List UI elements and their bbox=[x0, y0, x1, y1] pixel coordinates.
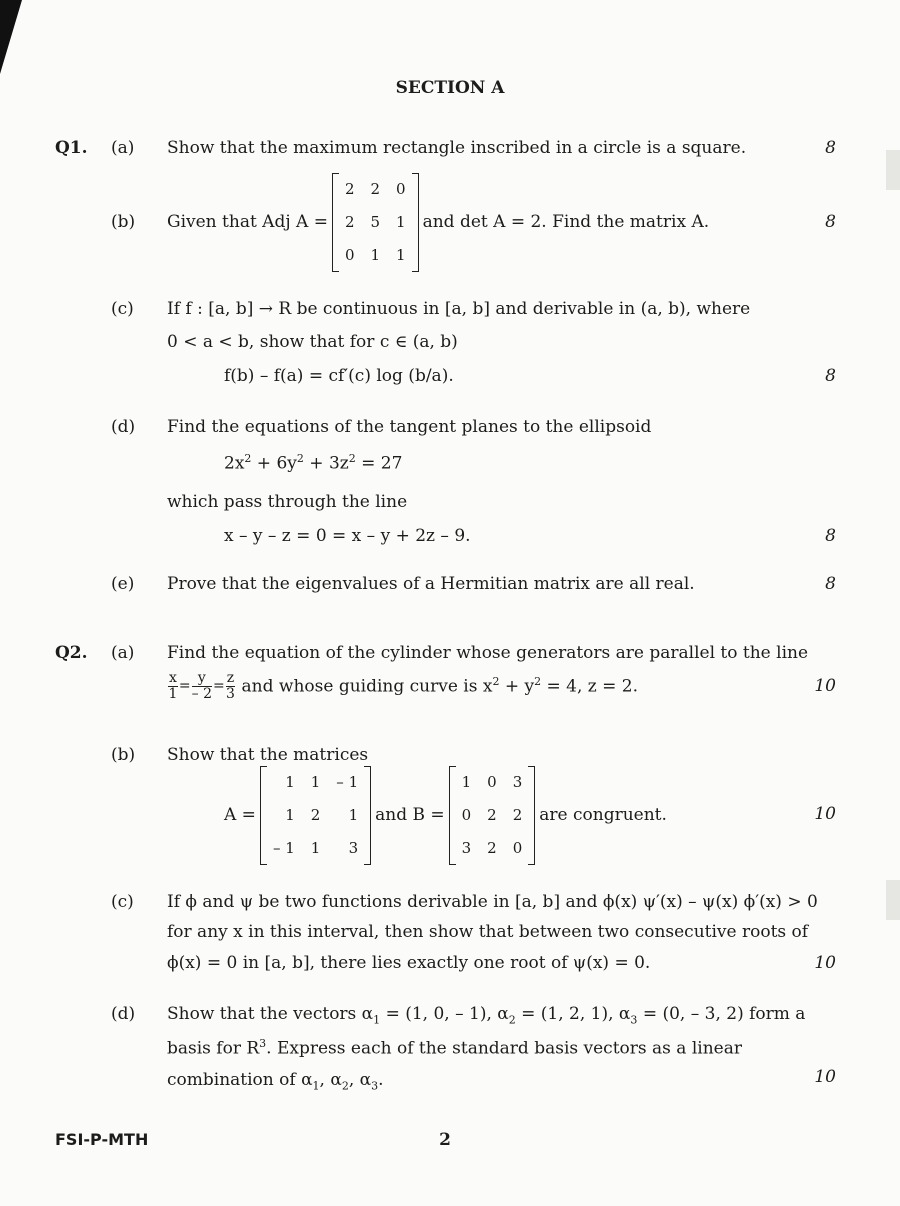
matrix-cell: – 1 bbox=[272, 839, 295, 857]
matrix-cell: 3 bbox=[512, 773, 523, 791]
formula-part: + 3z bbox=[303, 453, 349, 474]
formula: f(b) – f(a) = cf′(c) log (b/a). bbox=[224, 366, 454, 386]
matrix-cell: 1 bbox=[396, 213, 406, 231]
matrix-cell: 2 bbox=[487, 839, 497, 857]
question-text bbox=[167, 1037, 742, 1059]
matrix-cell: 1 bbox=[348, 806, 359, 824]
question-text: for any x in this interval, then show that between two consecutive roots of bbox=[167, 922, 809, 942]
question-text: 0 < a < b, show that for c ∈ (a, b) bbox=[167, 332, 458, 352]
question-text-part: . Express each of the standard basis vectors as a linear bbox=[266, 1038, 742, 1059]
subscript: 1 bbox=[312, 1079, 320, 1093]
matrix-cell: 0 bbox=[344, 246, 355, 264]
question-text: ϕ(x) = 0 in [a, b], there lies exactly one root of ψ(x) = 0. bbox=[167, 953, 651, 973]
part-label: (d) bbox=[111, 417, 136, 437]
question-text: Find the equation of the cylinder whose generators are parallel to the line bbox=[167, 643, 809, 663]
marks: 8 bbox=[825, 526, 836, 546]
marks: 8 bbox=[825, 574, 836, 594]
matrix-b-label: and B = bbox=[375, 805, 445, 825]
question-text-pre: Given that Adj A = bbox=[167, 212, 328, 232]
exponent: 2 bbox=[492, 675, 500, 689]
question-text-part: Show that the vectors α bbox=[167, 1004, 374, 1024]
fraction bbox=[226, 671, 235, 702]
formula-part: = 27 bbox=[355, 453, 403, 474]
question-text-part: + y bbox=[499, 676, 535, 697]
matrix-cell: 0 bbox=[396, 180, 406, 198]
exponent: 2 bbox=[296, 452, 304, 465]
matrix-cell: 1 bbox=[310, 773, 321, 791]
question-text-post: are congruent. bbox=[539, 805, 667, 825]
part-label: (c) bbox=[111, 892, 134, 912]
fraction bbox=[192, 671, 212, 702]
matrix-cell: 2 bbox=[344, 213, 355, 231]
matrix-a bbox=[260, 766, 371, 865]
matrix-cell: 1 bbox=[396, 246, 406, 264]
part-label: (b) bbox=[111, 745, 136, 765]
question-text-part: . bbox=[378, 1070, 384, 1090]
exponent: 2 bbox=[244, 452, 252, 465]
marks: 10 bbox=[814, 804, 836, 824]
subscript: 1 bbox=[373, 1013, 381, 1027]
formula bbox=[224, 452, 402, 474]
question-text bbox=[167, 1070, 384, 1092]
matrix-cell: 2 bbox=[487, 806, 497, 824]
matrix-cell: 5 bbox=[370, 213, 381, 231]
formula-part: 2x bbox=[224, 453, 245, 474]
marks: 10 bbox=[814, 953, 836, 973]
fraction-denominator: 3 bbox=[225, 685, 235, 702]
question-text-part: = (1, 2, 1), α bbox=[515, 1004, 631, 1024]
question-text: If f : [a, b] → R be continuous in [a, b] and derivable in (a, b), where bbox=[167, 299, 751, 319]
scan-corner-mark bbox=[0, 0, 22, 74]
marks: 10 bbox=[814, 1067, 836, 1087]
question-text-part: basis for R bbox=[167, 1038, 260, 1059]
formula: x – y – z = 0 = x – y + 2z – 9. bbox=[224, 526, 471, 546]
matrix-cell: 2 bbox=[370, 180, 381, 198]
subscript: 3 bbox=[630, 1013, 638, 1027]
matrix-cell: 3 bbox=[461, 839, 472, 857]
part-label: (e) bbox=[111, 574, 135, 594]
matrix-cell: 0 bbox=[512, 839, 523, 857]
part-label: (d) bbox=[111, 1004, 136, 1024]
question-text bbox=[167, 172, 709, 272]
matrix-cell: 1 bbox=[461, 773, 472, 791]
question-text: Show that the matrices bbox=[167, 745, 369, 765]
question-text-part: = (1, 0, – 1), α bbox=[380, 1004, 509, 1024]
matrix-cell: 1 bbox=[310, 839, 321, 857]
fraction-numerator: x bbox=[169, 669, 177, 686]
matrix-cell: 1 bbox=[370, 246, 381, 264]
matrix-cell: 2 bbox=[512, 806, 523, 824]
question-label: Q2. bbox=[55, 643, 88, 663]
matrix-b bbox=[449, 766, 536, 865]
question-label: Q1. bbox=[55, 138, 88, 158]
question-text-part: combination of α bbox=[167, 1070, 313, 1090]
fraction bbox=[168, 671, 178, 702]
question-text: If ϕ and ψ be two functions derivable in [a, b] and ϕ(x) ψ′(x) – ψ(x) ϕ′(x) > 0 bbox=[167, 892, 818, 912]
question-text bbox=[167, 1004, 805, 1026]
formula-part: + 6y bbox=[251, 453, 297, 474]
part-label: (c) bbox=[111, 299, 134, 319]
question-text-part: , α bbox=[348, 1070, 372, 1090]
matrix-cell: – 1 bbox=[336, 773, 359, 791]
exponent: 2 bbox=[534, 675, 542, 689]
fraction-numerator: y bbox=[192, 671, 212, 687]
equals-sign: = bbox=[213, 678, 225, 694]
marks: 10 bbox=[814, 676, 836, 696]
subscript: 3 bbox=[371, 1079, 379, 1093]
equals-sign: = bbox=[178, 678, 191, 694]
question-text: Find the equations of the tangent planes to the ellipsoid bbox=[167, 417, 652, 437]
matrix-cell: 0 bbox=[461, 806, 472, 824]
matrices-row bbox=[224, 765, 667, 865]
question-text-part: and whose guiding curve is x bbox=[236, 676, 493, 697]
section-title: SECTION A bbox=[395, 78, 505, 98]
exponent: 2 bbox=[348, 452, 356, 465]
matrix-cell: 2 bbox=[344, 180, 355, 198]
matrix-cell: 1 bbox=[285, 773, 295, 791]
fraction-numerator: z bbox=[226, 669, 235, 686]
adj-matrix bbox=[332, 173, 419, 272]
marks: 8 bbox=[825, 138, 836, 158]
matrix-cell: 1 bbox=[285, 806, 295, 824]
scan-edge-mark bbox=[886, 150, 900, 190]
part-label: (a) bbox=[111, 643, 135, 663]
paper-code: FSI-P-MTH bbox=[55, 1130, 149, 1149]
question-text: which pass through the line bbox=[167, 492, 408, 512]
question-text: Prove that the eigenvalues of a Hermitian matrix are all real. bbox=[167, 574, 695, 594]
part-label: (b) bbox=[111, 212, 136, 232]
exponent: 3 bbox=[259, 1037, 267, 1050]
matrix-cell: 2 bbox=[310, 806, 321, 824]
question-text-part: , α bbox=[319, 1070, 342, 1090]
question-text: Show that the maximum rectangle inscribed in a circle is a square. bbox=[167, 138, 747, 158]
question-text-part: = (0, – 3, 2) form a bbox=[637, 1004, 806, 1024]
fraction-denominator: – 2 bbox=[191, 685, 212, 702]
part-label: (a) bbox=[111, 138, 135, 158]
question-text-part: = 4, z = 2. bbox=[541, 676, 639, 697]
question-text bbox=[167, 666, 638, 706]
question-text-post: and det A = 2. Find the matrix A. bbox=[422, 212, 710, 232]
matrix-cell: 0 bbox=[487, 773, 497, 791]
matrix-a-label: A = bbox=[224, 805, 256, 825]
fraction-denominator: 1 bbox=[168, 685, 178, 702]
page-number: 2 bbox=[439, 1130, 451, 1150]
marks: 8 bbox=[825, 212, 836, 232]
subscript: 2 bbox=[341, 1079, 349, 1093]
subscript: 2 bbox=[508, 1013, 516, 1027]
marks: 8 bbox=[825, 366, 836, 386]
matrix-cell: 3 bbox=[348, 839, 359, 857]
scan-edge-mark bbox=[886, 880, 900, 920]
